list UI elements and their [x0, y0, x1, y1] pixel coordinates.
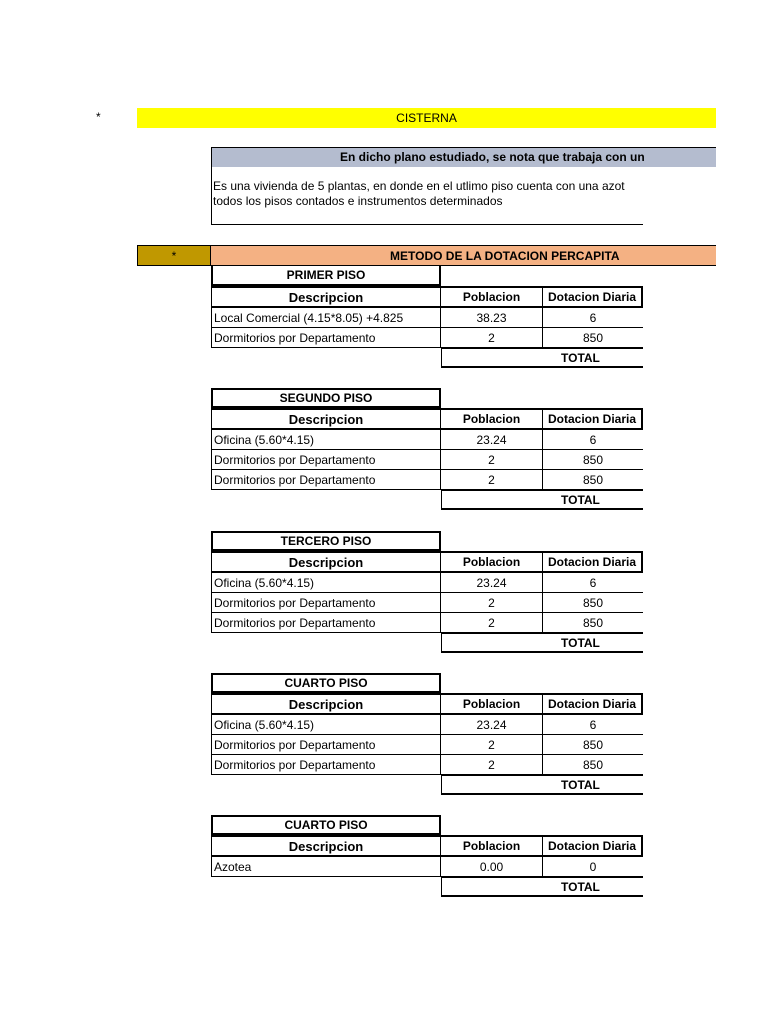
- total-label: TOTAL: [561, 351, 600, 365]
- table-row: [211, 470, 643, 490]
- note-text: [213, 179, 641, 209]
- floor-table-segundo-piso: [211, 388, 643, 510]
- row-description: Dormitorios por Departamento: [211, 735, 441, 754]
- header-description: Descripcion: [211, 553, 441, 571]
- header-daily: Dotacion Diaria: [543, 695, 643, 713]
- method-marker-cell: [137, 245, 211, 266]
- table-header-row: [211, 286, 643, 308]
- row-description: Dormitorios por Departamento: [211, 470, 441, 489]
- total-label: TOTAL: [561, 493, 600, 507]
- row-population: 0.00: [441, 857, 543, 876]
- total-row: [441, 775, 643, 795]
- row-population: 23.24: [441, 573, 543, 592]
- header-population: Poblacion: [441, 695, 543, 713]
- note-line-2: todos los pisos contados e instrumentos determinados: [213, 194, 503, 208]
- row-population: 2: [441, 450, 543, 469]
- row-daily: 850: [582, 452, 604, 467]
- total-label: TOTAL: [561, 636, 600, 650]
- header-population: Poblacion: [441, 410, 543, 428]
- table-row: [211, 430, 643, 450]
- row-population: 2: [441, 755, 543, 774]
- header-population: Poblacion: [441, 288, 543, 306]
- header-daily: Dotacion Diaria: [543, 837, 643, 855]
- row-description: Dormitorios por Departamento: [211, 593, 441, 612]
- row-population: 2: [441, 328, 543, 347]
- row-daily: 850: [582, 737, 604, 752]
- method-title-bar: [211, 245, 716, 266]
- table-row: [211, 593, 643, 613]
- row-daily: 6: [589, 717, 597, 732]
- total-label: TOTAL: [561, 778, 600, 792]
- row-description: Oficina (5.60*4.15): [211, 715, 441, 734]
- table-header-row: [211, 408, 643, 430]
- total-row: [441, 490, 643, 510]
- table-header-row: [211, 551, 643, 573]
- header-population: Poblacion: [441, 837, 543, 855]
- table-row: [211, 735, 643, 755]
- row-daily: 850: [582, 615, 604, 630]
- table-row: [211, 715, 643, 735]
- header-daily: Dotacion Diaria: [543, 553, 643, 571]
- row-description: Dormitorios por Departamento: [211, 328, 441, 347]
- row-daily: 850: [582, 595, 604, 610]
- table-header-row: [211, 835, 643, 857]
- floor-table-tercero-piso: [211, 531, 643, 653]
- row-description: Dormitorios por Departamento: [211, 613, 441, 632]
- header-daily: Dotacion Diaria: [543, 288, 643, 306]
- floor-title: TERCERO PISO: [211, 531, 441, 551]
- table-row: [211, 328, 643, 348]
- table-row: [211, 573, 643, 593]
- floor-table-azotea: [211, 815, 643, 897]
- section-title: CISTERNA: [396, 111, 457, 125]
- table-row: [211, 613, 643, 633]
- row-daily: 850: [582, 330, 604, 345]
- section-title-bar: [137, 108, 716, 128]
- row-daily: 850: [582, 472, 604, 487]
- row-population: 23.24: [441, 430, 543, 449]
- floor-title: PRIMER PISO: [211, 266, 441, 286]
- header-description: Descripcion: [211, 837, 441, 855]
- table-row: [211, 755, 643, 775]
- row-population: 38.23: [441, 308, 543, 327]
- row-daily: 6: [589, 432, 597, 447]
- row-population: 2: [441, 613, 543, 632]
- table-row: [211, 857, 643, 877]
- header-description: Descripcion: [211, 288, 441, 306]
- floor-table-primer-piso: [211, 266, 643, 368]
- table-row: [211, 308, 643, 328]
- total-row: [441, 633, 643, 653]
- header-description: Descripcion: [211, 695, 441, 713]
- row-population: 2: [441, 470, 543, 489]
- row-description: Dormitorios por Departamento: [211, 755, 441, 774]
- header-daily: Dotacion Diaria: [543, 410, 643, 428]
- floor-table-cuarto-piso: [211, 673, 643, 795]
- header-population: Poblacion: [441, 553, 543, 571]
- row-description: Local Comercial (4.15*8.05) +4.825: [211, 308, 441, 327]
- note-line-1: Es una vivienda de 5 plantas, en donde en el utlimo piso cuenta con una azot: [213, 179, 625, 193]
- row-population: 23.24: [441, 715, 543, 734]
- section-marker: *: [96, 110, 101, 124]
- floor-title: SEGUNDO PISO: [211, 388, 441, 408]
- total-row: [441, 877, 643, 897]
- table-row: [211, 450, 643, 470]
- note-heading-bar: [211, 147, 716, 167]
- row-description: Oficina (5.60*4.15): [211, 573, 441, 592]
- method-title: METODO DE LA DOTACION PERCAPITA: [390, 249, 620, 263]
- row-daily: 850: [582, 757, 604, 772]
- total-row: [441, 348, 643, 368]
- row-population: 2: [441, 593, 543, 612]
- total-label: TOTAL: [561, 880, 600, 894]
- table-header-row: [211, 693, 643, 715]
- method-marker: *: [171, 248, 177, 263]
- floor-title: CUARTO PISO: [211, 815, 441, 835]
- floor-title: CUARTO PISO: [211, 673, 441, 693]
- row-description: Azotea: [211, 857, 441, 876]
- row-daily: 0: [589, 859, 597, 874]
- row-population: 2: [441, 735, 543, 754]
- row-daily: 6: [589, 575, 597, 590]
- note-heading: En dicho plano estudiado, se nota que trabaja con un: [340, 150, 645, 164]
- row-daily: 6: [589, 310, 597, 325]
- row-description: Oficina (5.60*4.15): [211, 430, 441, 449]
- header-description: Descripcion: [211, 410, 441, 428]
- row-description: Dormitorios por Departamento: [211, 450, 441, 469]
